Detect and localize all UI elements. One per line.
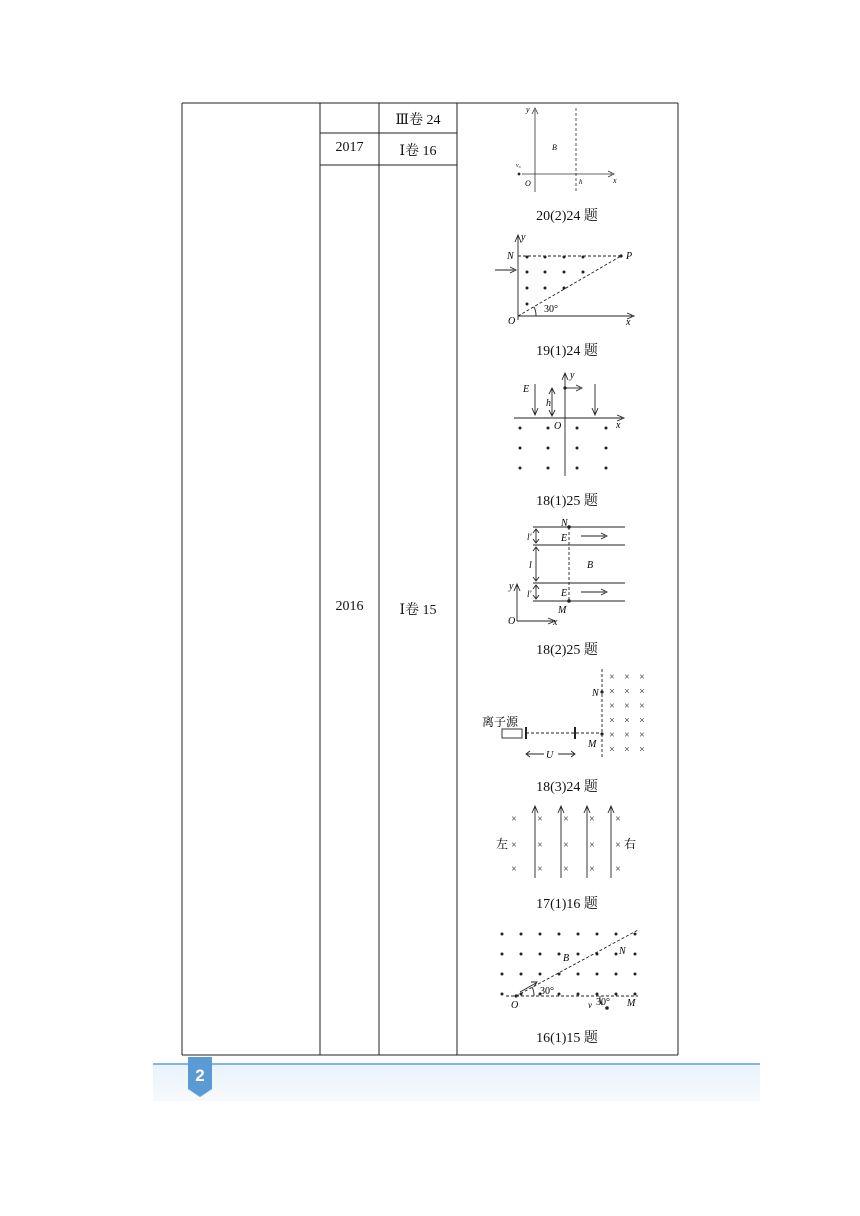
label-B: B (587, 560, 594, 571)
label-ion-source: 离子源 (482, 715, 519, 729)
label-v: v (588, 1000, 592, 1010)
field-cross: × (639, 672, 645, 683)
field-dot (615, 933, 618, 936)
figure-diagram (510, 368, 630, 480)
table-cell-paper: Ⅰ卷 15 (399, 603, 437, 618)
label-N: N (561, 518, 568, 529)
field-dot (501, 993, 504, 996)
field-cross: × (615, 840, 621, 851)
field-dot (582, 256, 585, 259)
field-cross: × (511, 864, 517, 875)
field-dot (539, 933, 542, 936)
field-dot (558, 953, 561, 956)
field-dot (558, 933, 561, 936)
field-dot (501, 953, 504, 956)
label-x: x (553, 617, 558, 628)
field-dot (634, 953, 637, 956)
label-y: y (509, 581, 514, 592)
field-cross: × (609, 730, 615, 741)
field-dot (563, 287, 566, 290)
field-cross: × (589, 814, 595, 825)
label-O: O (525, 179, 531, 188)
label-angle: 30° (540, 986, 554, 997)
label-l: l (529, 560, 532, 571)
figure-diagram (490, 232, 640, 328)
label-U: U (546, 750, 554, 761)
label-O: O (554, 421, 562, 432)
label-y: y (570, 370, 575, 381)
field-dot (501, 933, 504, 936)
field-dot (634, 973, 637, 976)
table-cell-paper: Ⅲ卷 24 (395, 113, 441, 128)
field-dot (582, 271, 585, 274)
label-N: N (619, 946, 626, 957)
figure-diagram (510, 104, 620, 196)
field-dot (577, 973, 580, 976)
figure-18-2-25 (505, 517, 630, 634)
label-B: B (563, 953, 570, 964)
figure-caption: 20(2)24 题 (536, 209, 598, 224)
field-dot (520, 993, 523, 996)
field-dot (563, 256, 566, 259)
field-cross: × (615, 814, 621, 825)
figure-19-1-24 (490, 232, 640, 333)
field-cross: × (639, 715, 645, 727)
label-left: 左 (496, 837, 509, 851)
field-dot (605, 467, 608, 470)
field-cross: × (511, 840, 517, 851)
label-E: E (523, 384, 530, 395)
label-x: x (616, 420, 621, 431)
field-cross: × (639, 730, 645, 741)
figure-diagram (492, 926, 652, 1016)
field-dot (526, 256, 529, 259)
label-y: y (521, 232, 526, 243)
label-O: O (511, 1000, 519, 1011)
field-cross: × (624, 715, 630, 727)
field-dot (526, 303, 529, 306)
field-cross: × (639, 686, 645, 698)
label-v0: v₀ (516, 163, 521, 169)
field-dot (577, 953, 580, 956)
field-dot (519, 427, 522, 430)
field-cross: × (511, 814, 517, 825)
field-dot (605, 447, 608, 450)
field-dot (634, 933, 637, 936)
field-dot (520, 953, 523, 956)
label-y: y (526, 105, 530, 114)
label-O: O (508, 316, 516, 327)
table-cell-paper: Ⅰ卷 16 (399, 144, 437, 159)
figure-caption: 16(1)15 题 (536, 1031, 598, 1046)
field-dot (605, 427, 608, 430)
field-dot (576, 467, 579, 470)
label-M: M (558, 605, 567, 616)
figure-16-1-15 (492, 926, 652, 1021)
field-cross: × (537, 864, 543, 875)
label-h: h (579, 178, 583, 186)
figure-20-2-24 (510, 104, 620, 201)
label-B: B (552, 143, 557, 152)
field-dot (520, 933, 523, 936)
field-dot (547, 427, 550, 430)
field-cross: × (609, 686, 615, 698)
field-cross: × (624, 672, 630, 683)
field-dot (576, 427, 579, 430)
field-cross: × (537, 840, 543, 851)
field-cross: × (537, 814, 543, 825)
field-cross: × (609, 744, 615, 756)
label-h: h (546, 398, 551, 409)
field-cross: × (563, 814, 569, 825)
figure-caption: 18(2)25 题 (536, 643, 598, 658)
label-angle: 30° (544, 304, 558, 315)
field-dot (526, 287, 529, 290)
label-E: E (561, 588, 568, 599)
field-cross: × (624, 730, 630, 741)
field-dot (577, 993, 580, 996)
field-dot (576, 447, 579, 450)
label-M: M (588, 739, 597, 750)
field-dot (615, 993, 618, 996)
table-cell-year: 2017 (335, 140, 364, 155)
field-dot (539, 953, 542, 956)
field-cross: × (639, 744, 645, 756)
field-dot (596, 953, 599, 956)
field-dot (544, 271, 547, 274)
field-cross: × (563, 840, 569, 851)
field-dot (520, 973, 523, 976)
field-cross: × (589, 864, 595, 875)
field-cross: × (609, 715, 615, 727)
field-dot (547, 447, 550, 450)
field-dot (519, 447, 522, 450)
field-cross: × (624, 701, 630, 712)
page-number: 2 (195, 1066, 205, 1085)
label-l-prime: l' (527, 589, 532, 599)
field-dot (526, 271, 529, 274)
field-dot (519, 467, 522, 470)
field-dot (596, 973, 599, 976)
field-dot (544, 287, 547, 290)
label-right: 右 (624, 837, 637, 851)
table-cell-year: 2016 (335, 599, 364, 614)
field-dot (596, 993, 599, 996)
field-dot (577, 933, 580, 936)
figure-caption: 19(1)24 题 (536, 344, 598, 359)
field-dot (615, 953, 618, 956)
label-N: N (592, 688, 599, 699)
label-M: M (627, 998, 636, 1009)
label-l-prime: l' (527, 532, 532, 542)
label-P: P (626, 251, 633, 262)
label-N: N (507, 251, 514, 262)
field-dot (539, 973, 542, 976)
field-dot (558, 973, 561, 976)
field-cross: × (609, 701, 615, 712)
field-dot (634, 993, 637, 996)
field-cross: × (624, 744, 630, 756)
label-x: x (613, 176, 617, 185)
field-dot (547, 467, 550, 470)
field-dot (558, 993, 561, 996)
figure-caption: 18(3)24 题 (536, 780, 598, 795)
field-dot (615, 973, 618, 976)
footer-rule (153, 1063, 760, 1065)
field-dot (544, 256, 547, 259)
label-O: O (508, 616, 516, 627)
figure-diagram (474, 665, 654, 767)
field-cross: × (639, 701, 645, 712)
field-cross: × (609, 672, 615, 683)
label-E: E (561, 533, 568, 544)
field-cross: × (563, 864, 569, 875)
label-angle: 30° (596, 997, 610, 1008)
figure-diagram (505, 517, 630, 629)
field-dot (596, 933, 599, 936)
figure-18-3-24 (474, 665, 654, 772)
footer-band (153, 1065, 760, 1101)
figure-17-1-16 (494, 802, 644, 887)
field-dot (563, 271, 566, 274)
figure-18-1-25 (510, 368, 630, 485)
figure-diagram (494, 802, 644, 882)
field-dot (501, 973, 504, 976)
field-cross: × (589, 840, 595, 851)
label-x: x (626, 317, 631, 328)
figure-caption: 17(1)16 题 (536, 897, 598, 912)
figure-caption: 18(1)25 题 (536, 494, 598, 509)
field-cross: × (624, 686, 630, 698)
field-cross: × (615, 864, 621, 875)
